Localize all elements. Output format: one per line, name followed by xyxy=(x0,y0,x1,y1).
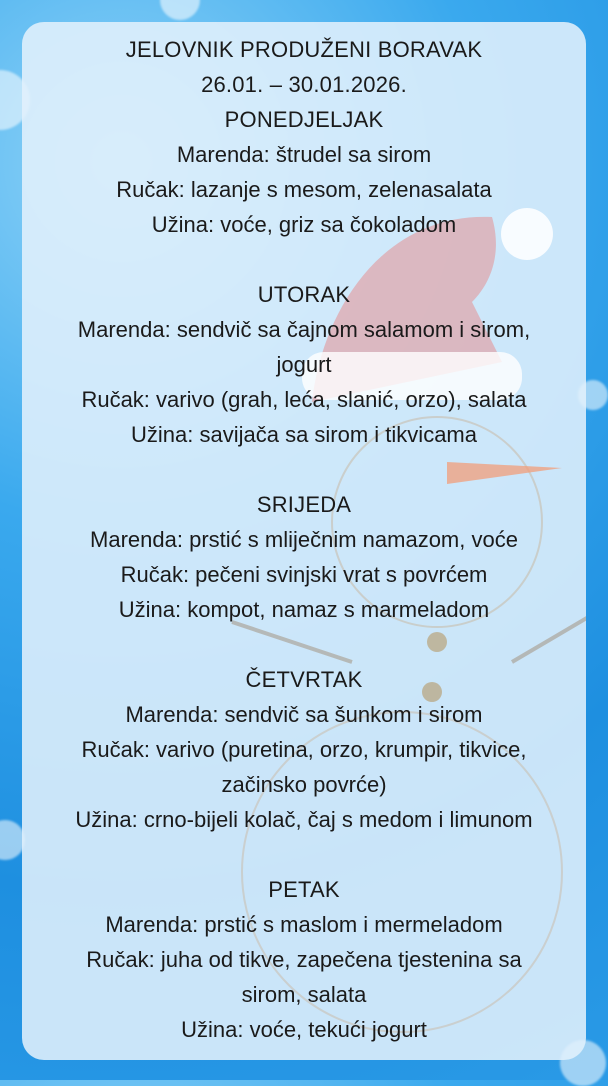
day-heading: PONEDJELJAK xyxy=(224,107,384,132)
menu-text xyxy=(22,32,586,1047)
day-heading: SRIJEDA xyxy=(256,492,352,517)
menu-line: Marenda: sendvič sa čajnom salamom i sirom, xyxy=(77,317,531,342)
menu-dates: 26.01. – 30.01.2026. xyxy=(201,72,407,97)
menu-line: Užina: crno-bijeli kolač, čaj s medom i limunom xyxy=(75,807,533,832)
menu-line: Ručak: pečeni svinjski vrat s povrćem xyxy=(120,562,488,587)
menu-line: Ručak: varivo (puretina, orzo, krumpir, tikvice, xyxy=(81,737,527,762)
menu-line: Ručak: lazanje s mesom, zelenasalata xyxy=(116,177,492,202)
menu-title: JELOVNIK PRODUŽENI BORAVAK xyxy=(125,37,483,62)
day-heading: UTORAK xyxy=(257,282,351,307)
menu-line: Marenda: štrudel sa sirom xyxy=(176,142,432,167)
menu-line: Užina: savijača sa sirom i tikvicama xyxy=(131,422,477,447)
menu-line: Marenda: prstić s mliječnim namazom, voće xyxy=(90,527,518,552)
menu-card xyxy=(22,22,586,1060)
menu-line: Ručak: juha od tikve, zapečena tjestenina sa xyxy=(86,947,522,972)
menu-line: Marenda: sendvič sa šunkom i sirom xyxy=(125,702,483,727)
menu-line: sirom, salata xyxy=(241,982,367,1007)
day-heading: ČETVRTAK xyxy=(245,667,363,692)
menu-line: jogurt xyxy=(276,352,332,377)
menu-line: Užina: voće, tekući jogurt xyxy=(181,1017,427,1042)
menu-line: Užina: kompot, namaz s marmeladom xyxy=(118,597,490,622)
bokeh-light xyxy=(160,0,200,20)
day-heading: PETAK xyxy=(268,877,340,902)
menu-line: začinsko povrće) xyxy=(221,772,387,797)
menu-line: Ručak: varivo (grah, leća, slanić, orzo), salata xyxy=(81,387,527,412)
menu-line: Marenda: prstić s maslom i mermeladom xyxy=(105,912,503,937)
menu-line: Užina: voće, griz sa čokoladom xyxy=(151,212,457,237)
